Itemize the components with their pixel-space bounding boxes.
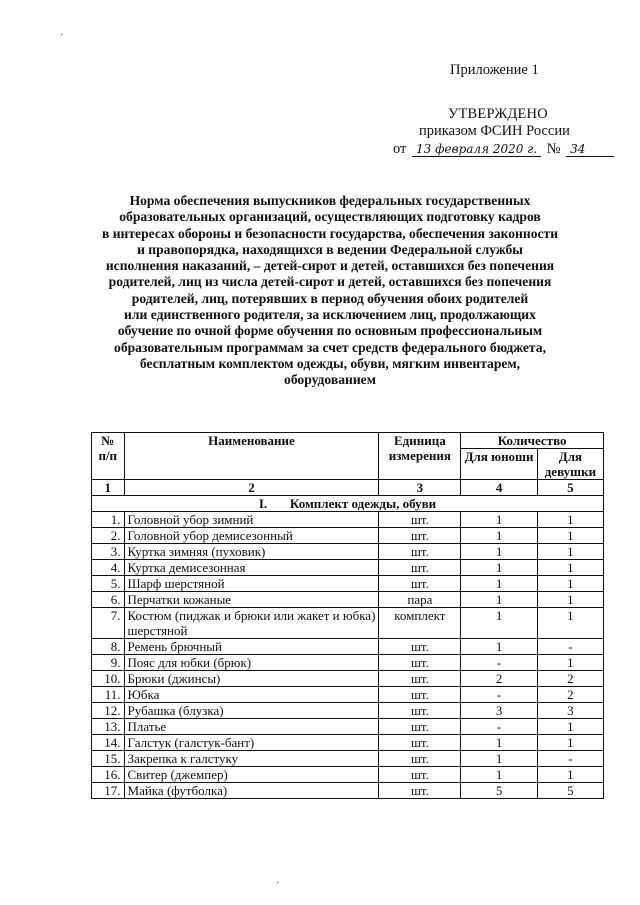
qty-boys: - — [461, 687, 538, 703]
table-row — [92, 767, 604, 783]
item-unit: шт. — [379, 639, 461, 655]
row-number: 14. — [92, 735, 125, 751]
item-name: Майка (футболка) — [124, 783, 379, 799]
table-row — [92, 512, 604, 528]
item-name: Свитер (джемпер) — [124, 767, 379, 783]
row-number: 1. — [92, 512, 125, 528]
item-unit: шт. — [379, 687, 461, 703]
row-number: 6. — [92, 592, 125, 608]
scan-speck: · — [276, 878, 280, 889]
row-number: 5. — [92, 576, 125, 592]
row-number: 7. — [92, 608, 125, 639]
title-line: родителей, лиц из числа детей-сирот и детей, оставшихся без попечения — [108, 274, 552, 290]
qty-girls: 1 — [537, 719, 603, 735]
qty-girls: - — [537, 639, 603, 655]
table-header-row — [92, 433, 604, 449]
header-quantity: Количество — [461, 433, 604, 449]
row-number: 3. — [92, 544, 125, 560]
header-unit: Единица измерения — [379, 433, 461, 480]
qty-girls: 2 — [537, 687, 603, 703]
item-unit: шт. — [379, 544, 461, 560]
row-number: 11. — [92, 687, 125, 703]
title-line: Норма обеспечения выпускников федеральных государственных — [129, 193, 531, 208]
item-unit: комплект — [379, 608, 461, 639]
row-number: 16. — [92, 767, 125, 783]
qty-girls: 1 — [537, 544, 603, 560]
handwritten-date: 13 февраля 2020 г. — [412, 142, 541, 157]
qty-boys: 5 — [461, 783, 538, 799]
table-row — [92, 671, 604, 687]
row-number: 2. — [92, 528, 125, 544]
item-name: Галстук (галстук-бант) — [124, 735, 379, 751]
row-number: 13. — [92, 719, 125, 735]
qty-boys: 1 — [461, 608, 538, 639]
qty-girls: 1 — [537, 560, 603, 576]
column-number: 3 — [379, 480, 461, 496]
row-number: 15. — [92, 751, 125, 767]
column-number: 5 — [537, 480, 603, 496]
item-name: Пояс для юбки (брюк) — [124, 655, 379, 671]
qty-boys: 1 — [461, 592, 538, 608]
item-unit: шт. — [379, 735, 461, 751]
number-label: № — [546, 141, 561, 157]
item-name: Рубашка (блузка) — [124, 703, 379, 719]
header-no: № п/п — [92, 433, 125, 480]
table-row — [92, 703, 604, 719]
qty-boys: 1 — [461, 528, 538, 544]
column-number: 4 — [461, 480, 538, 496]
item-name: Юбка — [124, 687, 379, 703]
row-number: 4. — [92, 560, 125, 576]
row-number: 9. — [92, 655, 125, 671]
item-name: Костюм (пиджак и брюки или жакет и юбка) шерстяной — [124, 608, 379, 639]
item-unit: шт. — [379, 783, 461, 799]
title-line: образовательным программам за счет средств федерального бюджета, — [114, 339, 546, 355]
qty-boys: 1 — [461, 767, 538, 783]
qty-girls: 1 — [537, 528, 603, 544]
qty-boys: 1 — [461, 512, 538, 528]
qty-boys: 2 — [461, 671, 538, 687]
header-name: Наименование — [124, 433, 379, 480]
item-unit: шт. — [379, 576, 461, 592]
title-line: исполнения наказаний, – детей-сирот и детей, оставшихся без попечения — [105, 258, 555, 274]
section-number: I. — [258, 496, 268, 511]
qty-girls: 1 — [537, 655, 603, 671]
item-name: Закрепка к галстуку — [124, 751, 379, 767]
item-unit: шт. — [379, 703, 461, 719]
title-line: обучение по очной форме обучения по основным профессиональным — [117, 323, 543, 339]
table-row — [92, 687, 604, 703]
item-unit: шт. — [379, 512, 461, 528]
section-title: Комплект одежды, обуви — [289, 496, 437, 511]
table-row — [92, 544, 604, 560]
table-row — [92, 560, 604, 576]
qty-boys: 1 — [461, 639, 538, 655]
item-unit: шт. — [379, 671, 461, 687]
item-name: Платье — [124, 719, 379, 735]
table-row — [92, 735, 604, 751]
qty-girls: 1 — [537, 576, 603, 592]
column-number-row — [92, 480, 604, 496]
table-row — [92, 608, 604, 639]
item-unit: пара — [379, 592, 461, 608]
row-number: 8. — [92, 639, 125, 655]
item-unit: шт. — [379, 719, 461, 735]
section-heading — [92, 496, 604, 512]
table-row — [92, 719, 604, 735]
item-name: Перчатки кожаные — [124, 592, 379, 608]
qty-girls: 1 — [537, 767, 603, 783]
qty-girls: 1 — [537, 592, 603, 608]
item-name: Шарф шерстяной — [124, 576, 379, 592]
appendix-label: Приложение 1 — [450, 62, 539, 78]
qty-boys: - — [461, 655, 538, 671]
approved-stamp-text: УТВЕРЖДЕНО — [448, 106, 548, 122]
scan-speck: · — [60, 30, 64, 41]
qty-girls: 1 — [537, 735, 603, 751]
header-boys: Для юноши — [461, 449, 538, 480]
item-name: Куртка демисезонная — [124, 560, 379, 576]
table-row — [92, 576, 604, 592]
qty-girls: 3 — [537, 703, 603, 719]
qty-girls: 5 — [537, 783, 603, 799]
document-title — [60, 193, 600, 389]
title-line: или единственного родителя, за исключением лиц, продолжающих — [124, 307, 536, 323]
qty-boys: - — [461, 719, 538, 735]
table-row — [92, 528, 604, 544]
order-reference: приказом ФСИН России — [419, 123, 570, 139]
title-line: образовательных организаций, осуществляющих подготовку кадров — [119, 209, 541, 225]
item-unit: шт. — [379, 560, 461, 576]
title-line: и правопорядка, находящихся в ведении Федеральной службы — [137, 241, 523, 257]
row-number: 10. — [92, 671, 125, 687]
item-unit: шт. — [379, 528, 461, 544]
item-name: Головной убор зимний — [124, 512, 379, 528]
from-label: от — [393, 141, 407, 157]
header-girls: Для девушки — [537, 449, 603, 480]
title-line: бесплатным комплектом одежды, обуви, мягким инвентарем, — [139, 355, 521, 371]
column-number: 1 — [92, 480, 125, 496]
section-row — [92, 496, 604, 512]
item-unit: шт. — [379, 767, 461, 783]
table-row — [92, 639, 604, 655]
qty-boys: 1 — [461, 544, 538, 560]
order-date-line — [393, 141, 616, 158]
row-number: 12. — [92, 703, 125, 719]
qty-boys: 1 — [461, 560, 538, 576]
table-row — [92, 655, 604, 671]
title-line: в интересах обороны и безопасности государства, обеспечения законности — [101, 225, 559, 241]
qty-girls: - — [537, 751, 603, 767]
column-number: 2 — [124, 480, 379, 496]
item-unit: шт. — [379, 655, 461, 671]
qty-boys: 1 — [461, 751, 538, 767]
row-number: 17. — [92, 783, 125, 799]
item-name: Ремень брючный — [124, 639, 379, 655]
qty-girls: 1 — [537, 512, 603, 528]
qty-girls: 2 — [537, 671, 603, 687]
item-name: Головной убор демисезонный — [124, 528, 379, 544]
table-row — [92, 751, 604, 767]
item-unit: шт. — [379, 751, 461, 767]
qty-girls: 1 — [537, 608, 603, 639]
table-row — [92, 592, 604, 608]
qty-boys: 1 — [461, 576, 538, 592]
title-line: родителей, лиц, потерявших в период обучения обоих родителей — [131, 290, 529, 306]
item-name: Куртка зимняя (пуховик) — [124, 544, 379, 560]
item-name: Брюки (джинсы) — [124, 671, 379, 687]
qty-boys: 1 — [461, 735, 538, 751]
title-line: оборудованием — [284, 372, 376, 388]
qty-boys: 3 — [461, 703, 538, 719]
table-row — [92, 783, 604, 799]
norm-table — [91, 432, 604, 799]
handwritten-number: 34 — [566, 142, 614, 157]
